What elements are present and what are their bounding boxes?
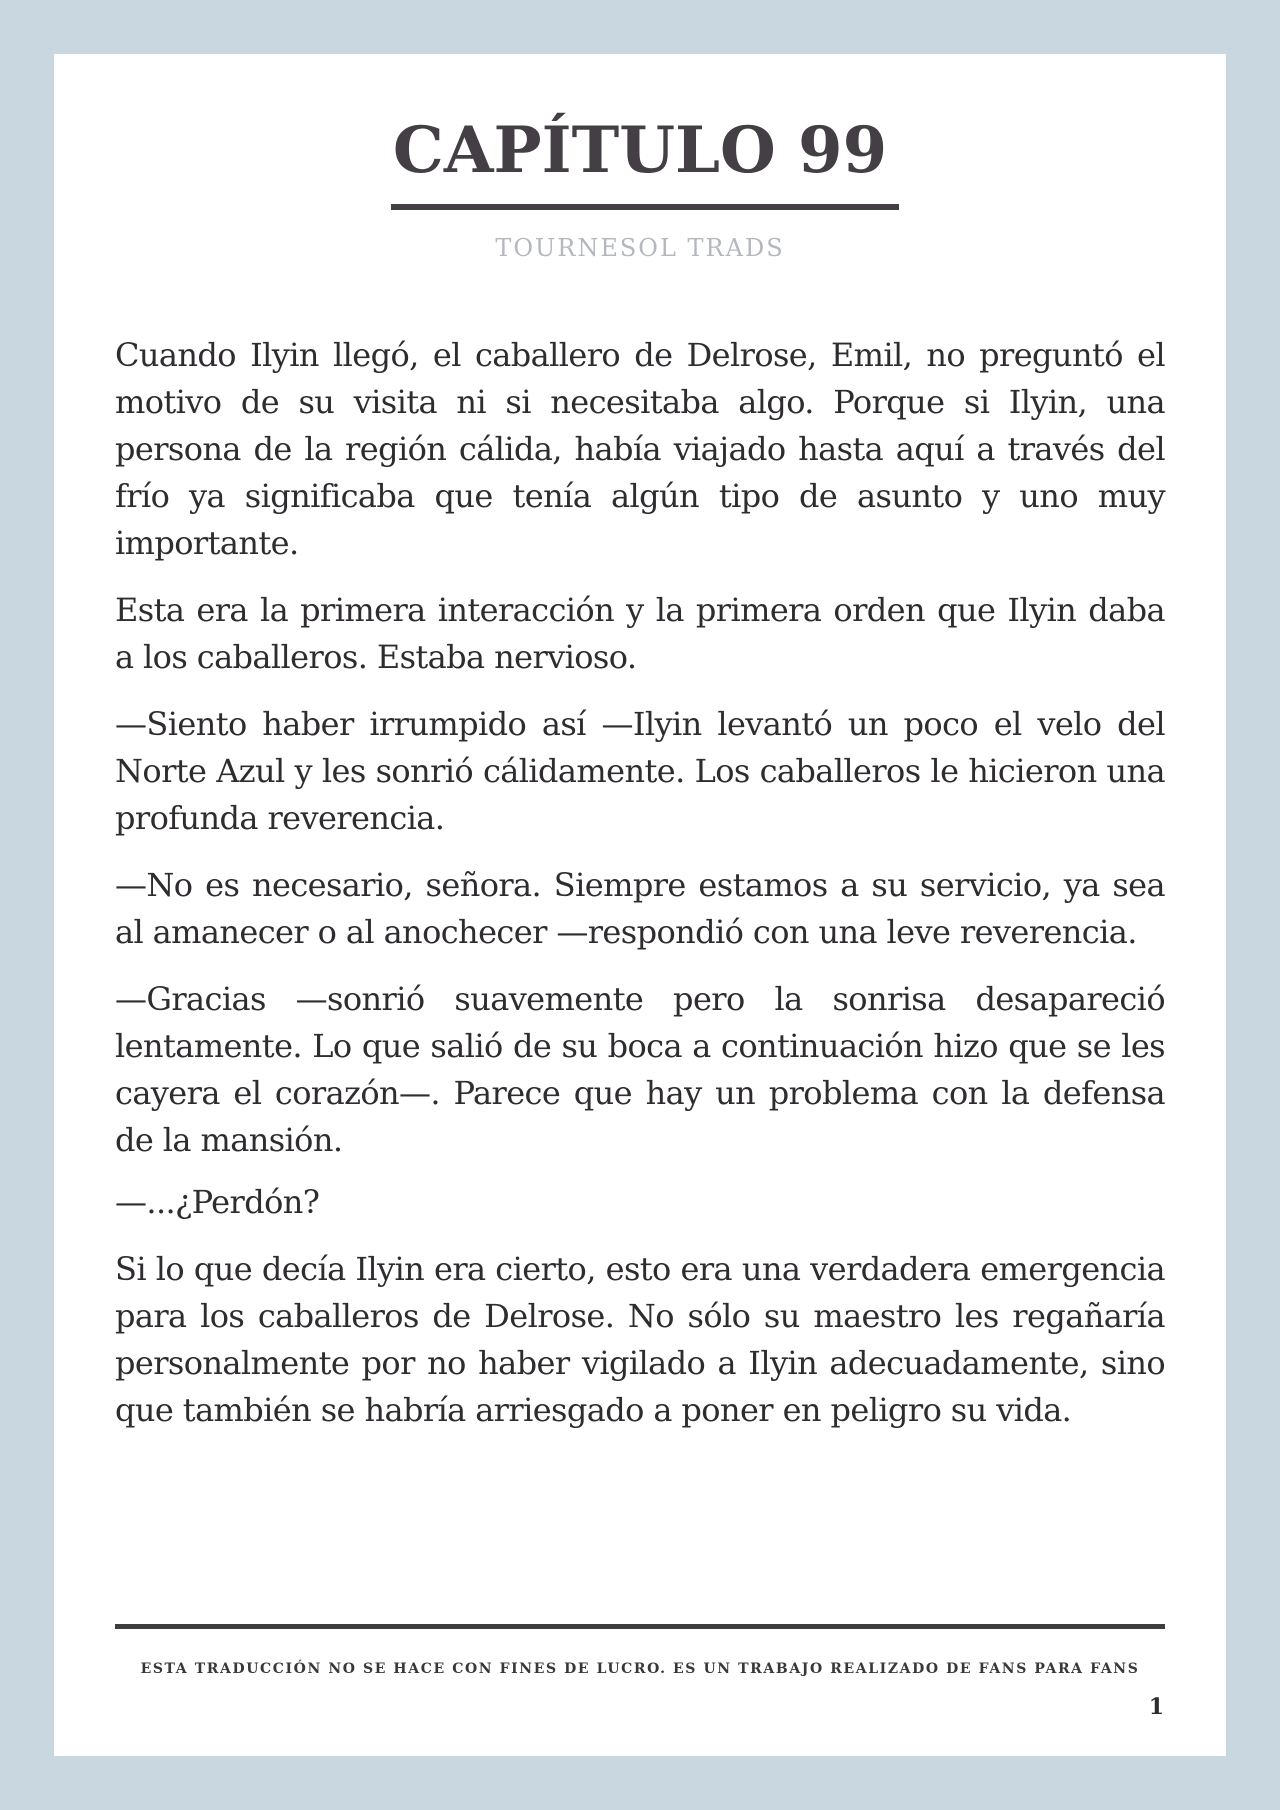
chapter-body (115, 332, 1165, 1454)
chapter-title: CAPÍTULO 99 (392, 113, 888, 188)
footer-divider (115, 1624, 1165, 1629)
chapter-header (54, 113, 1226, 188)
title-underline (391, 204, 899, 210)
paragraph: Esta era la primera interacción y la primera orden que Ilyin daba a los caballeros. Estaba nervioso. (115, 591, 1165, 676)
paragraph: Si lo que decía Ilyin era cierto, esto era una verdadera emergencia para los caballeros de Delrose. No sólo su maestro les regañaría personalmente por no haber vigilado a Ilyin adecuadamente, sino que también se habría arriesgado a poner en peligro su vida. (115, 1250, 1165, 1429)
paragraph: Cuando Ilyin llegó, el caballero de Delrose, Emil, no preguntó el motivo de su visita ni si necesitaba algo. Porque si Ilyin, una persona de la región cálida, había viajado hasta aquí a través del frío ya significaba que tenía algún tipo de asunto y uno muy importante. (115, 336, 1165, 562)
disclaimer-note: ESTA TRADUCCIÓN NO SE HACE CON FINES DE LUCRO. ES UN TRABAJO REALIZADO DE FANS PARA FANS (140, 1661, 1140, 1677)
translator-credit: TOURNESOL TRADS (495, 234, 785, 262)
page-number: 1 (1148, 1694, 1164, 1720)
paragraph: —No es necesario, señora. Siempre estamos a su servicio, ya sea al amanecer o al anochecer —respondió con una leve reverencia. (115, 866, 1165, 951)
paragraph: —Gracias —sonrió suavemente pero la sonrisa desapareció lentamente. Lo que salió de su boca a continuación hizo que se les cayera el corazón—. Parece que hay un problema con la defensa de la mansión. (115, 980, 1165, 1159)
paragraph: —...¿Perdón? (115, 1183, 320, 1221)
document-page (54, 54, 1226, 1756)
paragraph: —Siento haber irrumpido así —Ilyin levantó un poco el velo del Norte Azul y les sonrió cálidamente. Los caballeros le hicieron una profunda reverencia. (115, 705, 1165, 837)
